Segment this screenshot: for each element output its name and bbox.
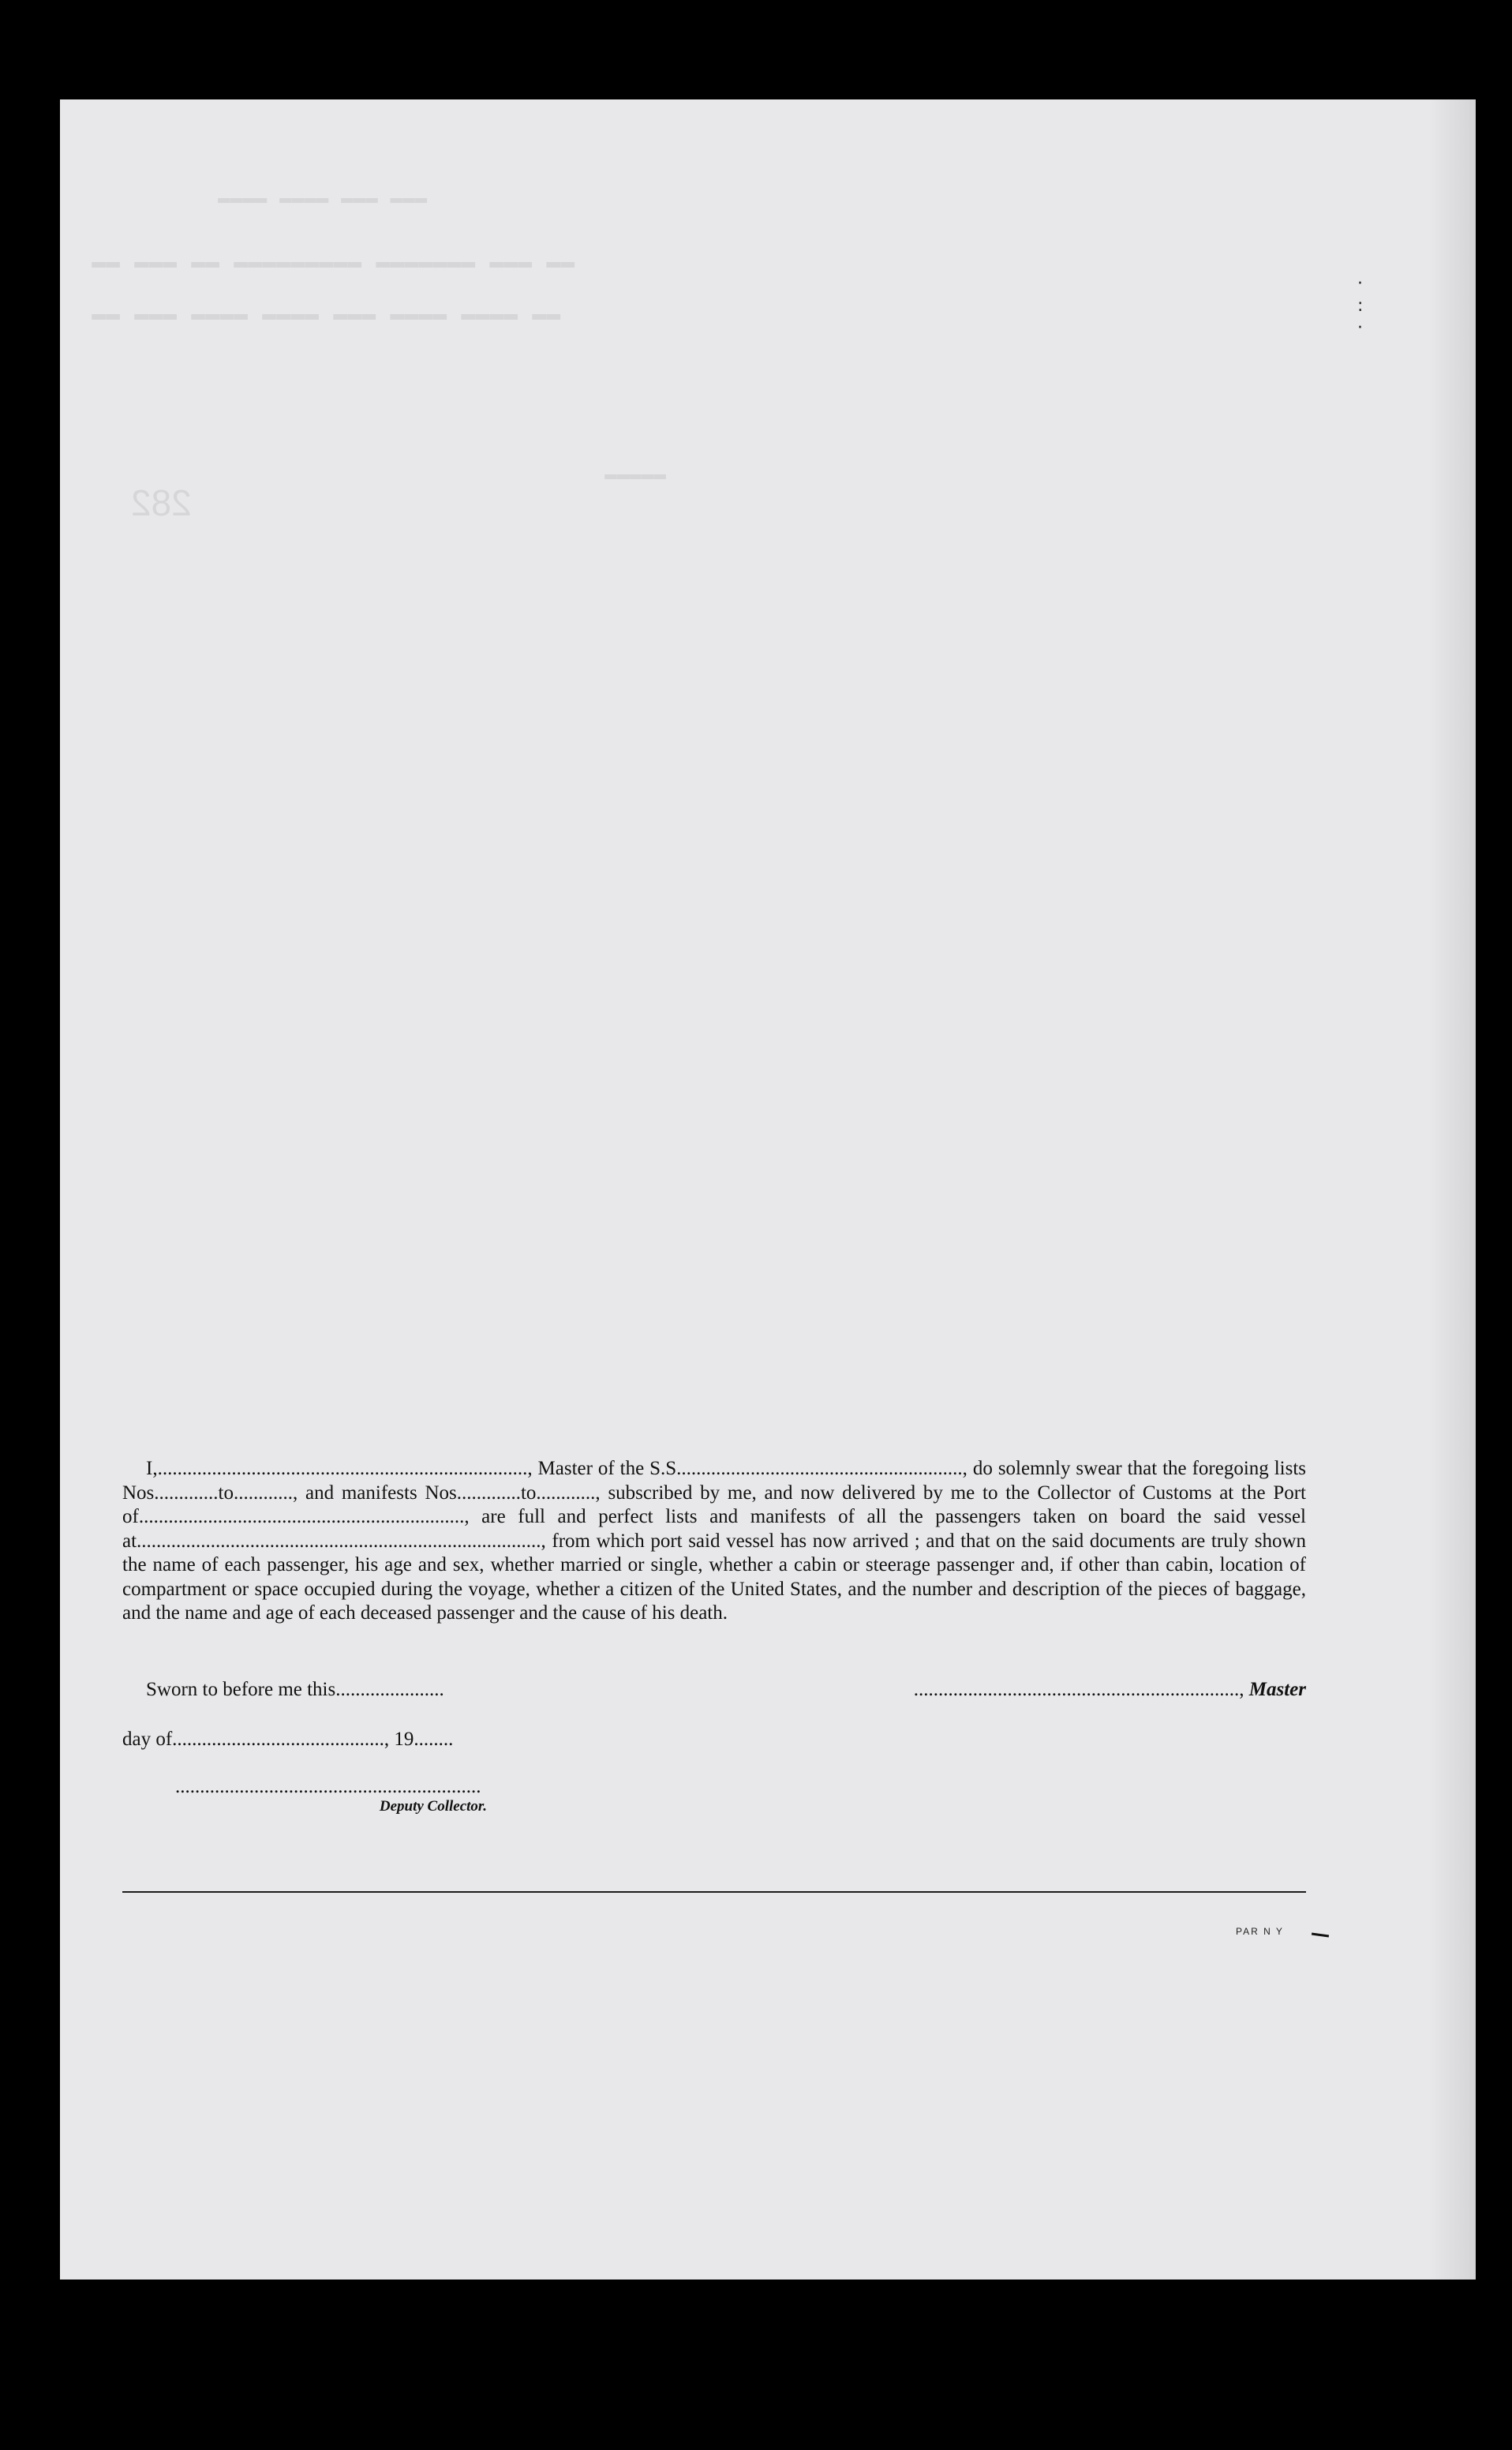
master-signature-line: [914, 1679, 1306, 1701]
deputy-signature-dots: ..............................................................: [175, 1776, 481, 1797]
master-label: Master: [1248, 1679, 1306, 1700]
day-row: [122, 1729, 1306, 1751]
bleed-through-line: ▬▬ ▬▬▬ ▬▬▬▬▬▬▬ ▬▬▬▬▬▬▬▬▬ ▬▬ ▬▬▬ ▬▬: [92, 249, 575, 276]
day-of-line: day of..........................................., 19........: [122, 1729, 454, 1750]
sworn-statement: Sworn to before me this......................: [146, 1679, 444, 1700]
ink-specks: · : ·: [1357, 274, 1364, 338]
deputy-collector-label: Deputy Collector.: [379, 1798, 487, 1815]
deputy-collector-block: [175, 1776, 511, 1815]
document-page: [60, 99, 1476, 2280]
bleed-through-number: 282: [131, 482, 192, 523]
page-edge-shading: [1428, 99, 1476, 2280]
oath-paragraph: I,..........................................................................., Master of the S.S.........................................................., do solemnly swear that the foregoing lists Nos.............to............, and manifests Nos.............to............, subscribed by me, and now delivered by me to the Collector of Customs at the Port of.................................................................., are full and perfect lists and manifests of all the passengers taken on board the said vessel at.................................................................................., from which port said vessel has now arrived ; and that on the said documents are truly shown the name of each passenger, his age and sex, whether married or single, whether a cabin or steerage passenger and, if other than cabin, location of compartment or space occupied during the voyage, whether a citizen of the United States, and the number and description of the pieces of baggage, and the name and age of each deceased passenger and the cause of his death.: [122, 1458, 1306, 1624]
bleed-through-line: ▬▬▬▬▬: [604, 463, 667, 486]
printer-imprint: PAR N Y: [1236, 1926, 1284, 1937]
bleed-through-line: ▬▬ ▬▬▬▬ ▬▬▬▬ ▬▬▬ ▬▬▬▬ ▬▬▬▬ ▬▬▬ ▬▬: [92, 302, 561, 328]
master-oath-text: [122, 1457, 1306, 1626]
bleed-through-line: ▬▬▬ ▬▬▬ ▬▬▬▬ ▬▬▬▬: [218, 186, 428, 210]
bottom-rule: [122, 1891, 1306, 1893]
master-signature-dots: ..................................................................,: [913, 1679, 1249, 1700]
